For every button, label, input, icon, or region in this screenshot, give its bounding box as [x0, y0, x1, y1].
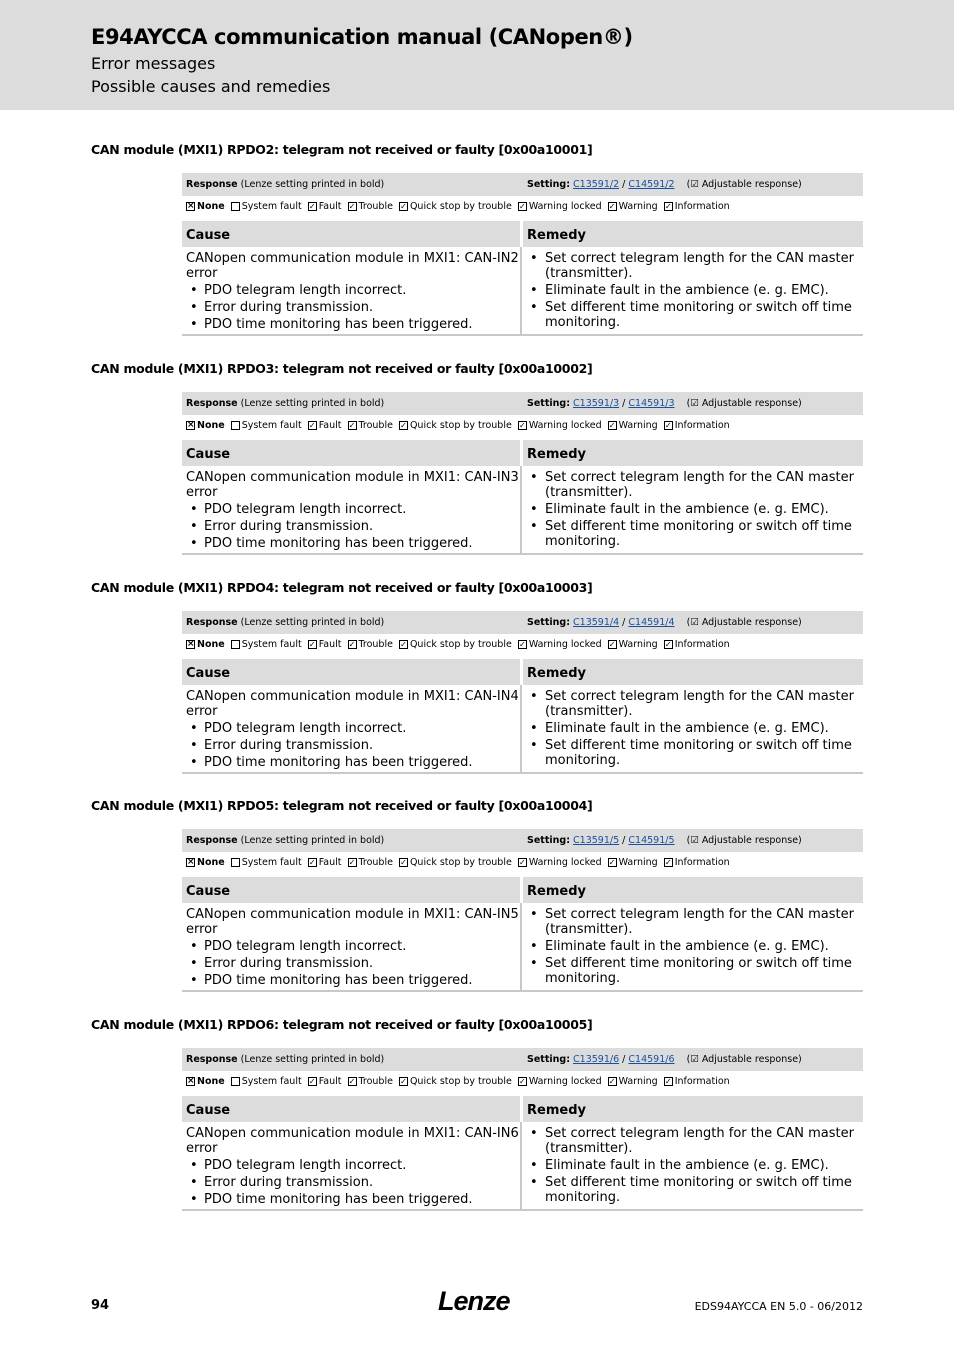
empty-box-icon: [231, 858, 240, 867]
checked-box-icon: [608, 858, 617, 867]
setting-link-2[interactable]: C14591/4: [628, 617, 675, 628]
checked-box-icon: [664, 858, 673, 867]
cause-item: • PDO time monitoring has been triggered.: [186, 317, 520, 332]
empty-box-icon: [231, 202, 240, 211]
cause-main: CANopen communication module in MXI1: CAN-IN4 error: [186, 689, 519, 719]
cause-remedy-table: [182, 1096, 863, 1211]
svg-text:Lenze: Lenze: [438, 1286, 510, 1316]
cause-item: • Error during transmission.: [186, 738, 520, 753]
remedy-item: • Set different time monitoring or switch off time monitoring.: [544, 519, 863, 549]
option-warning: ✓ Warning: [608, 199, 658, 213]
setting-label: Setting:: [527, 617, 570, 628]
empty-box-icon: [231, 421, 240, 430]
document-title: E94AYCCA communication manual (CANopen®): [91, 25, 633, 49]
cause-item: • PDO time monitoring has been triggered.: [186, 1192, 520, 1207]
checked-box-icon: [518, 1077, 527, 1086]
option-information: ✓ Information: [664, 637, 730, 651]
response-note: (Lenze setting printed in bold): [240, 835, 385, 846]
option-system-fault: System fault: [231, 418, 302, 432]
cause-item: • Error during transmission.: [186, 956, 520, 971]
cause-item: • PDO telegram length incorrect.: [186, 283, 520, 298]
remedy-item: • Set correct telegram length for the CAN master (transmitter).: [544, 1126, 863, 1156]
checked-box-icon: [608, 202, 617, 211]
option-none: × None: [186, 1074, 225, 1088]
option-warning-locked: ✓ Warning locked: [518, 199, 602, 213]
response-bar: [182, 829, 863, 852]
response-label: Response: [186, 617, 238, 628]
option-warning-locked: ✓ Warning locked: [518, 1074, 602, 1088]
checked-box-icon: [308, 640, 317, 649]
option-fault: ✓ Fault: [308, 199, 342, 213]
response-label: Response: [186, 179, 238, 190]
response-options: [186, 855, 730, 869]
option-warning: ✓ Warning: [608, 637, 658, 651]
checked-box-icon: [518, 421, 527, 430]
cause-remedy-table: [182, 221, 863, 336]
option-information: ✓ Information: [664, 855, 730, 869]
table-header: [182, 877, 863, 903]
cause-cell: [182, 685, 522, 772]
checked-box-icon: [608, 1077, 617, 1086]
remedy-item: • Set different time monitoring or switch off time monitoring.: [544, 738, 863, 768]
remedy-item: • Set different time monitoring or switch off time monitoring.: [544, 300, 863, 330]
checked-box-icon: [664, 421, 673, 430]
error-section-1: [0, 142, 954, 361]
checked-box-icon: [664, 640, 673, 649]
option-warning-locked: ✓ Warning locked: [518, 637, 602, 651]
cause-item: • PDO telegram length incorrect.: [186, 721, 520, 736]
remedy-item: • Set correct telegram length for the CAN master (transmitter).: [544, 907, 863, 937]
remedy-header: Remedy: [523, 1096, 863, 1122]
option-quick-stop: ✓ Quick stop by trouble: [399, 418, 512, 432]
error-section-4: [0, 798, 954, 1017]
checked-box-icon: [348, 202, 357, 211]
setting-label: Setting:: [527, 179, 570, 190]
option-information: ✓ Information: [664, 199, 730, 213]
cause-header: Cause: [182, 659, 520, 685]
response-options: [186, 418, 730, 432]
option-fault: ✓ Fault: [308, 855, 342, 869]
error-section-2: [0, 361, 954, 580]
remedy-item: • Set different time monitoring or switch off time monitoring.: [544, 956, 863, 986]
document-id: EDS94AYCCA EN 5.0 - 06/2012: [694, 1300, 863, 1313]
option-quick-stop: ✓ Quick stop by trouble: [399, 637, 512, 651]
response-label: Response: [186, 398, 238, 409]
remedy-cell: [522, 903, 863, 990]
response-options: [186, 199, 730, 213]
option-information: ✓ Information: [664, 1074, 730, 1088]
checked-box-icon: [399, 858, 408, 867]
checked-box-icon: [399, 640, 408, 649]
response-options: [186, 1074, 730, 1088]
setting-link-1[interactable]: C13591/5: [573, 835, 620, 846]
remedy-item: • Set correct telegram length for the CAN master (transmitter).: [544, 470, 863, 500]
remedy-item: • Eliminate fault in the ambience (e. g. EMC).: [544, 283, 863, 298]
remedy-item: • Set correct telegram length for the CAN master (transmitter).: [544, 689, 863, 719]
cause-main: CANopen communication module in MXI1: CAN-IN3 error: [186, 470, 519, 500]
option-none: × None: [186, 637, 225, 651]
checked-box-icon: [518, 202, 527, 211]
setting-link-1[interactable]: C13591/3: [573, 398, 620, 409]
checked-box-icon: [608, 421, 617, 430]
link-separator: /: [622, 1054, 626, 1065]
crossed-box-icon: [186, 858, 195, 867]
cause-cell: [182, 1122, 522, 1209]
checked-box-icon: [348, 858, 357, 867]
option-fault: ✓ Fault: [308, 637, 342, 651]
cause-item: • PDO time monitoring has been triggered.: [186, 973, 520, 988]
checked-box-icon: [348, 640, 357, 649]
remedy-item: • Eliminate fault in the ambience (e. g. EMC).: [544, 721, 863, 736]
cause-main: CANopen communication module in MXI1: CAN-IN5 error: [186, 907, 519, 937]
remedy-item: • Eliminate fault in the ambience (e. g. EMC).: [544, 502, 863, 517]
table-header: [182, 440, 863, 466]
setting-label: Setting:: [527, 398, 570, 409]
crossed-box-icon: [186, 202, 195, 211]
option-system-fault: System fault: [231, 637, 302, 651]
crossed-box-icon: [186, 640, 195, 649]
cause-main: CANopen communication module in MXI1: CAN-IN2 error: [186, 251, 519, 281]
option-trouble: ✓ Trouble: [348, 418, 393, 432]
cause-item: • Error during transmission.: [186, 519, 520, 534]
option-quick-stop: ✓ Quick stop by trouble: [399, 199, 512, 213]
table-row: [182, 466, 863, 555]
checked-box-icon: [308, 1077, 317, 1086]
remedy-cell: [522, 685, 863, 772]
option-fault: ✓ Fault: [308, 1074, 342, 1088]
response-bar: [182, 392, 863, 415]
option-trouble: ✓ Trouble: [348, 1074, 393, 1088]
option-warning-locked: ✓ Warning locked: [518, 418, 602, 432]
remedy-item: • Set different time monitoring or switch off time monitoring.: [544, 1175, 863, 1205]
cause-header: Cause: [182, 221, 520, 247]
table-header: [182, 1096, 863, 1122]
response-note: (Lenze setting printed in bold): [240, 398, 385, 409]
option-trouble: ✓ Trouble: [348, 855, 393, 869]
table-row: [182, 903, 863, 992]
cause-item: • Error during transmission.: [186, 300, 520, 315]
option-system-fault: System fault: [231, 199, 302, 213]
option-information: ✓ Information: [664, 418, 730, 432]
checked-box-icon: [399, 1077, 408, 1086]
chapter-title: Error messages: [91, 54, 216, 73]
error-section-3: [0, 580, 954, 799]
setting-link-1[interactable]: C13591/6: [573, 1054, 620, 1065]
option-fault: ✓ Fault: [308, 418, 342, 432]
link-separator: /: [622, 617, 626, 628]
error-heading: CAN module (MXI1) RPDO3: telegram not received or faulty [0x00a10002]: [91, 361, 593, 376]
table-row: [182, 1122, 863, 1211]
checked-box-icon: [308, 421, 317, 430]
checked-box-icon: [518, 858, 527, 867]
checked-box-icon: [399, 421, 408, 430]
remedy-cell: [522, 466, 863, 553]
checked-box-icon: [664, 1077, 673, 1086]
error-heading: CAN module (MXI1) RPDO4: telegram not received or faulty [0x00a10003]: [91, 580, 593, 595]
checked-box-icon: [518, 640, 527, 649]
option-warning: ✓ Warning: [608, 855, 658, 869]
cause-cell: [182, 247, 522, 334]
adjustable-note: (☑ Adjustable response): [686, 179, 802, 190]
section-title: Possible causes and remedies: [91, 77, 331, 96]
adjustable-note: (☑ Adjustable response): [686, 398, 802, 409]
response-note: (Lenze setting printed in bold): [240, 179, 385, 190]
setting-link-2[interactable]: C14591/6: [628, 1054, 675, 1065]
checked-box-icon: [608, 640, 617, 649]
option-system-fault: System fault: [231, 1074, 302, 1088]
cause-item: • Error during transmission.: [186, 1175, 520, 1190]
option-trouble: ✓ Trouble: [348, 199, 393, 213]
cause-item: • PDO telegram length incorrect.: [186, 1158, 520, 1173]
cause-item: • PDO time monitoring has been triggered.: [186, 536, 520, 551]
error-section-5: [0, 1017, 954, 1236]
remedy-header: Remedy: [523, 877, 863, 903]
setting-link-1[interactable]: C13591/4: [573, 617, 620, 628]
remedy-header: Remedy: [523, 440, 863, 466]
table-row: [182, 247, 863, 336]
cause-remedy-table: [182, 877, 863, 992]
adjustable-note: (☑ Adjustable response): [686, 1054, 802, 1065]
cause-item: • PDO time monitoring has been triggered.: [186, 755, 520, 770]
option-trouble: ✓ Trouble: [348, 637, 393, 651]
remedy-header: Remedy: [523, 659, 863, 685]
cause-header: Cause: [182, 877, 520, 903]
setting-label: Setting:: [527, 835, 570, 846]
response-options: [186, 637, 730, 651]
response-bar: [182, 173, 863, 196]
response-label: Response: [186, 1054, 238, 1065]
remedy-item: • Set correct telegram length for the CAN master (transmitter).: [544, 251, 863, 281]
setting-link-2[interactable]: C14591/2: [628, 179, 675, 190]
checked-box-icon: [348, 1077, 357, 1086]
table-row: [182, 685, 863, 774]
option-system-fault: System fault: [231, 855, 302, 869]
error-heading: CAN module (MXI1) RPDO2: telegram not received or faulty [0x00a10001]: [91, 142, 593, 157]
cause-remedy-table: [182, 440, 863, 555]
cause-item: • PDO telegram length incorrect.: [186, 939, 520, 954]
response-bar: [182, 1048, 863, 1071]
remedy-header: Remedy: [523, 221, 863, 247]
checked-box-icon: [308, 858, 317, 867]
page-number: 94: [91, 1298, 110, 1313]
option-quick-stop: ✓ Quick stop by trouble: [399, 855, 512, 869]
setting-label: Setting:: [527, 1054, 570, 1065]
link-separator: /: [622, 835, 626, 846]
table-header: [182, 221, 863, 247]
link-separator: /: [622, 179, 626, 190]
setting-link-2[interactable]: C14591/5: [628, 835, 675, 846]
lenze-logo: [437, 1285, 517, 1317]
checked-box-icon: [348, 421, 357, 430]
response-note: (Lenze setting printed in bold): [240, 1054, 385, 1065]
response-bar: [182, 611, 863, 634]
empty-box-icon: [231, 1077, 240, 1086]
response-note: (Lenze setting printed in bold): [240, 617, 385, 628]
crossed-box-icon: [186, 421, 195, 430]
cause-item: • PDO telegram length incorrect.: [186, 502, 520, 517]
error-heading: CAN module (MXI1) RPDO5: telegram not received or faulty [0x00a10004]: [91, 798, 593, 813]
cause-main: CANopen communication module in MXI1: CAN-IN6 error: [186, 1126, 519, 1156]
checked-box-icon: [664, 202, 673, 211]
option-none: × None: [186, 199, 225, 213]
cause-header: Cause: [182, 1096, 520, 1122]
adjustable-note: (☑ Adjustable response): [686, 617, 802, 628]
checked-box-icon: [308, 202, 317, 211]
checked-box-icon: [399, 202, 408, 211]
cause-cell: [182, 903, 522, 990]
response-label: Response: [186, 835, 238, 846]
cause-header: Cause: [182, 440, 520, 466]
option-none: × None: [186, 418, 225, 432]
option-warning-locked: ✓ Warning locked: [518, 855, 602, 869]
remedy-item: • Eliminate fault in the ambience (e. g. EMC).: [544, 1158, 863, 1173]
adjustable-note: (☑ Adjustable response): [686, 835, 802, 846]
option-warning: ✓ Warning: [608, 418, 658, 432]
remedy-cell: [522, 1122, 863, 1209]
option-warning: ✓ Warning: [608, 1074, 658, 1088]
error-heading: CAN module (MXI1) RPDO6: telegram not received or faulty [0x00a10005]: [91, 1017, 593, 1032]
empty-box-icon: [231, 640, 240, 649]
option-none: × None: [186, 855, 225, 869]
remedy-item: • Eliminate fault in the ambience (e. g. EMC).: [544, 939, 863, 954]
option-quick-stop: ✓ Quick stop by trouble: [399, 1074, 512, 1088]
setting-link-2[interactable]: C14591/3: [628, 398, 675, 409]
cause-remedy-table: [182, 659, 863, 774]
page-header: [0, 0, 954, 110]
setting-link-1[interactable]: C13591/2: [573, 179, 620, 190]
crossed-box-icon: [186, 1077, 195, 1086]
link-separator: /: [622, 398, 626, 409]
remedy-cell: [522, 247, 863, 334]
cause-cell: [182, 466, 522, 553]
table-header: [182, 659, 863, 685]
